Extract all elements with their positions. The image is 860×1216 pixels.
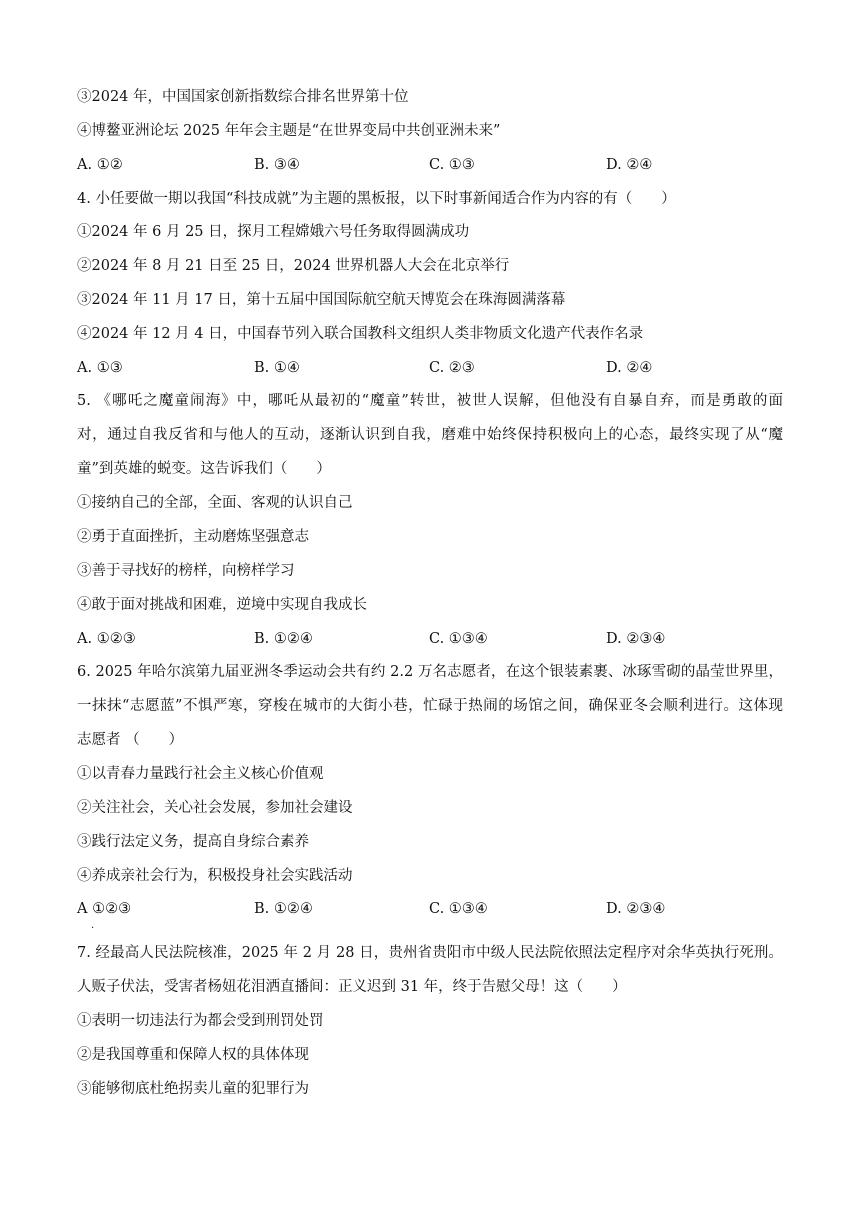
q5-option-b: B. ①②④ xyxy=(254,631,313,647)
q4-item-1: ①2024 年 6 月 25 日，探月工程嫦娥六号任务取得圆满成功 xyxy=(77,224,470,240)
q6-option-c: C. ①③④ xyxy=(429,901,488,917)
q3-option-a: A. ①② xyxy=(77,157,123,173)
q4-item-2: ②2024 年 8 月 21 日至 25 日，2024 世界机器人大会在北京举行 xyxy=(77,258,510,274)
q4-option-c: C. ②③ xyxy=(429,360,475,376)
q6-option-d: D. ②③④ xyxy=(606,901,666,917)
q4-option-a: A. ①③ xyxy=(77,360,123,376)
q6-stem-line-2: 一抹抹“志愿蓝”不惧严寒，穿梭在城市的大街小巷，忙碌于热闹的场馆之间，确保亚冬会顺利进行。这体现 xyxy=(77,698,783,714)
q7-item-1: ①表明一切违法行为都会受到刑罚处罚 xyxy=(77,1013,324,1029)
q5-item-4: ④敢于面对挑战和困难，逆境中实现自我成长 xyxy=(77,597,367,613)
q5-option-a: A. ①②③ xyxy=(77,631,136,647)
q7-stem-line-1: 7. 经最高人民法院核准，2025 年 2 月 28 日，贵州省贵阳市中级人民法院依照法定程序对余华英执行死刑。 xyxy=(77,945,783,961)
q6-item-1: ①以青春力量践行社会主义核心价值观 xyxy=(77,766,324,782)
q5-option-d: D. ②③④ xyxy=(606,631,666,647)
q3-item-3: ③2024 年，中国国家创新指数综合排名世界第十位 xyxy=(77,89,409,105)
q6-option-a-dot: . xyxy=(91,920,95,931)
q5-item-1: ①接纳自己的全部，全面、客观的认识自己 xyxy=(77,495,353,511)
q7-item-3: ③能够彻底杜绝拐卖儿童的犯罪行为 xyxy=(77,1081,309,1097)
q6-item-3: ③践行法定义务，提高自身综合素养 xyxy=(77,834,309,850)
q7-stem-line-2: 人贩子伏法，受害者杨妞花泪洒直播间：正义迟到 31 年，终于告慰父母！这（ ） xyxy=(77,979,627,995)
q3-item-4: ④博鳌亚洲论坛 2025 年年会主题是“在世界变局中共创亚洲未来” xyxy=(77,123,501,139)
q4-option-d: D. ②④ xyxy=(606,360,653,376)
q6-option-b: B. ①②④ xyxy=(254,901,313,917)
q4-item-4: ④2024 年 12 月 4 日，中国春节列入联合国教科文组织人类非物质文化遗产代表作名录 xyxy=(77,326,644,342)
q5-stem-line-3: 童”到英雄的蜕变。这告诉我们（ ） xyxy=(77,461,331,477)
q3-option-c: C. ①③ xyxy=(429,157,475,173)
q4-item-3: ③2024 年 11 月 17 日，第十五届中国国际航空航天博览会在珠海圆满落幕 xyxy=(77,292,566,308)
q6-item-2: ②关注社会，关心社会发展，参加社会建设 xyxy=(77,800,353,816)
q4-stem: 4. 小任要做一期以我国“科技成就”为主题的黑板报，以下时事新闻适合作为内容的有（ ） xyxy=(77,191,676,207)
q6-stem-line-1: 6. 2025 年哈尔滨第九届亚洲冬季运动会共有约 2.2 万名志愿者，在这个银装素裹、冰琢雪砌的晶莹世界里， xyxy=(77,664,783,680)
q5-stem-line-2: 对，通过自我反省和与他人的互动，逐渐认识到自我，磨难中始终保持积极向上的心态，最终实现了从“魔 xyxy=(77,427,783,443)
q6-item-4: ④养成亲社会行为，积极投身社会实践活动 xyxy=(77,868,353,884)
q6-stem-line-3: 志愿者 （ ） xyxy=(77,732,184,748)
q6-option-a: A ①②③ xyxy=(77,901,132,917)
q5-option-c: C. ①③④ xyxy=(429,631,488,647)
q5-item-2: ②勇于直面挫折，主动磨炼坚强意志 xyxy=(77,529,309,545)
q5-stem-line-1: 5. 《哪吒之魔童闹海》中，哪吒从最初的“魔童”转世，被世人误解，但他没有自暴自弃，而是勇敢的面 xyxy=(77,393,783,409)
q7-item-2: ②是我国尊重和保障人权的具体体现 xyxy=(77,1047,309,1063)
q4-option-b: B. ①④ xyxy=(254,360,300,376)
q5-item-3: ③善于寻找好的榜样，向榜样学习 xyxy=(77,563,295,579)
q3-option-b: B. ③④ xyxy=(254,157,300,173)
q3-option-d: D. ②④ xyxy=(606,157,653,173)
